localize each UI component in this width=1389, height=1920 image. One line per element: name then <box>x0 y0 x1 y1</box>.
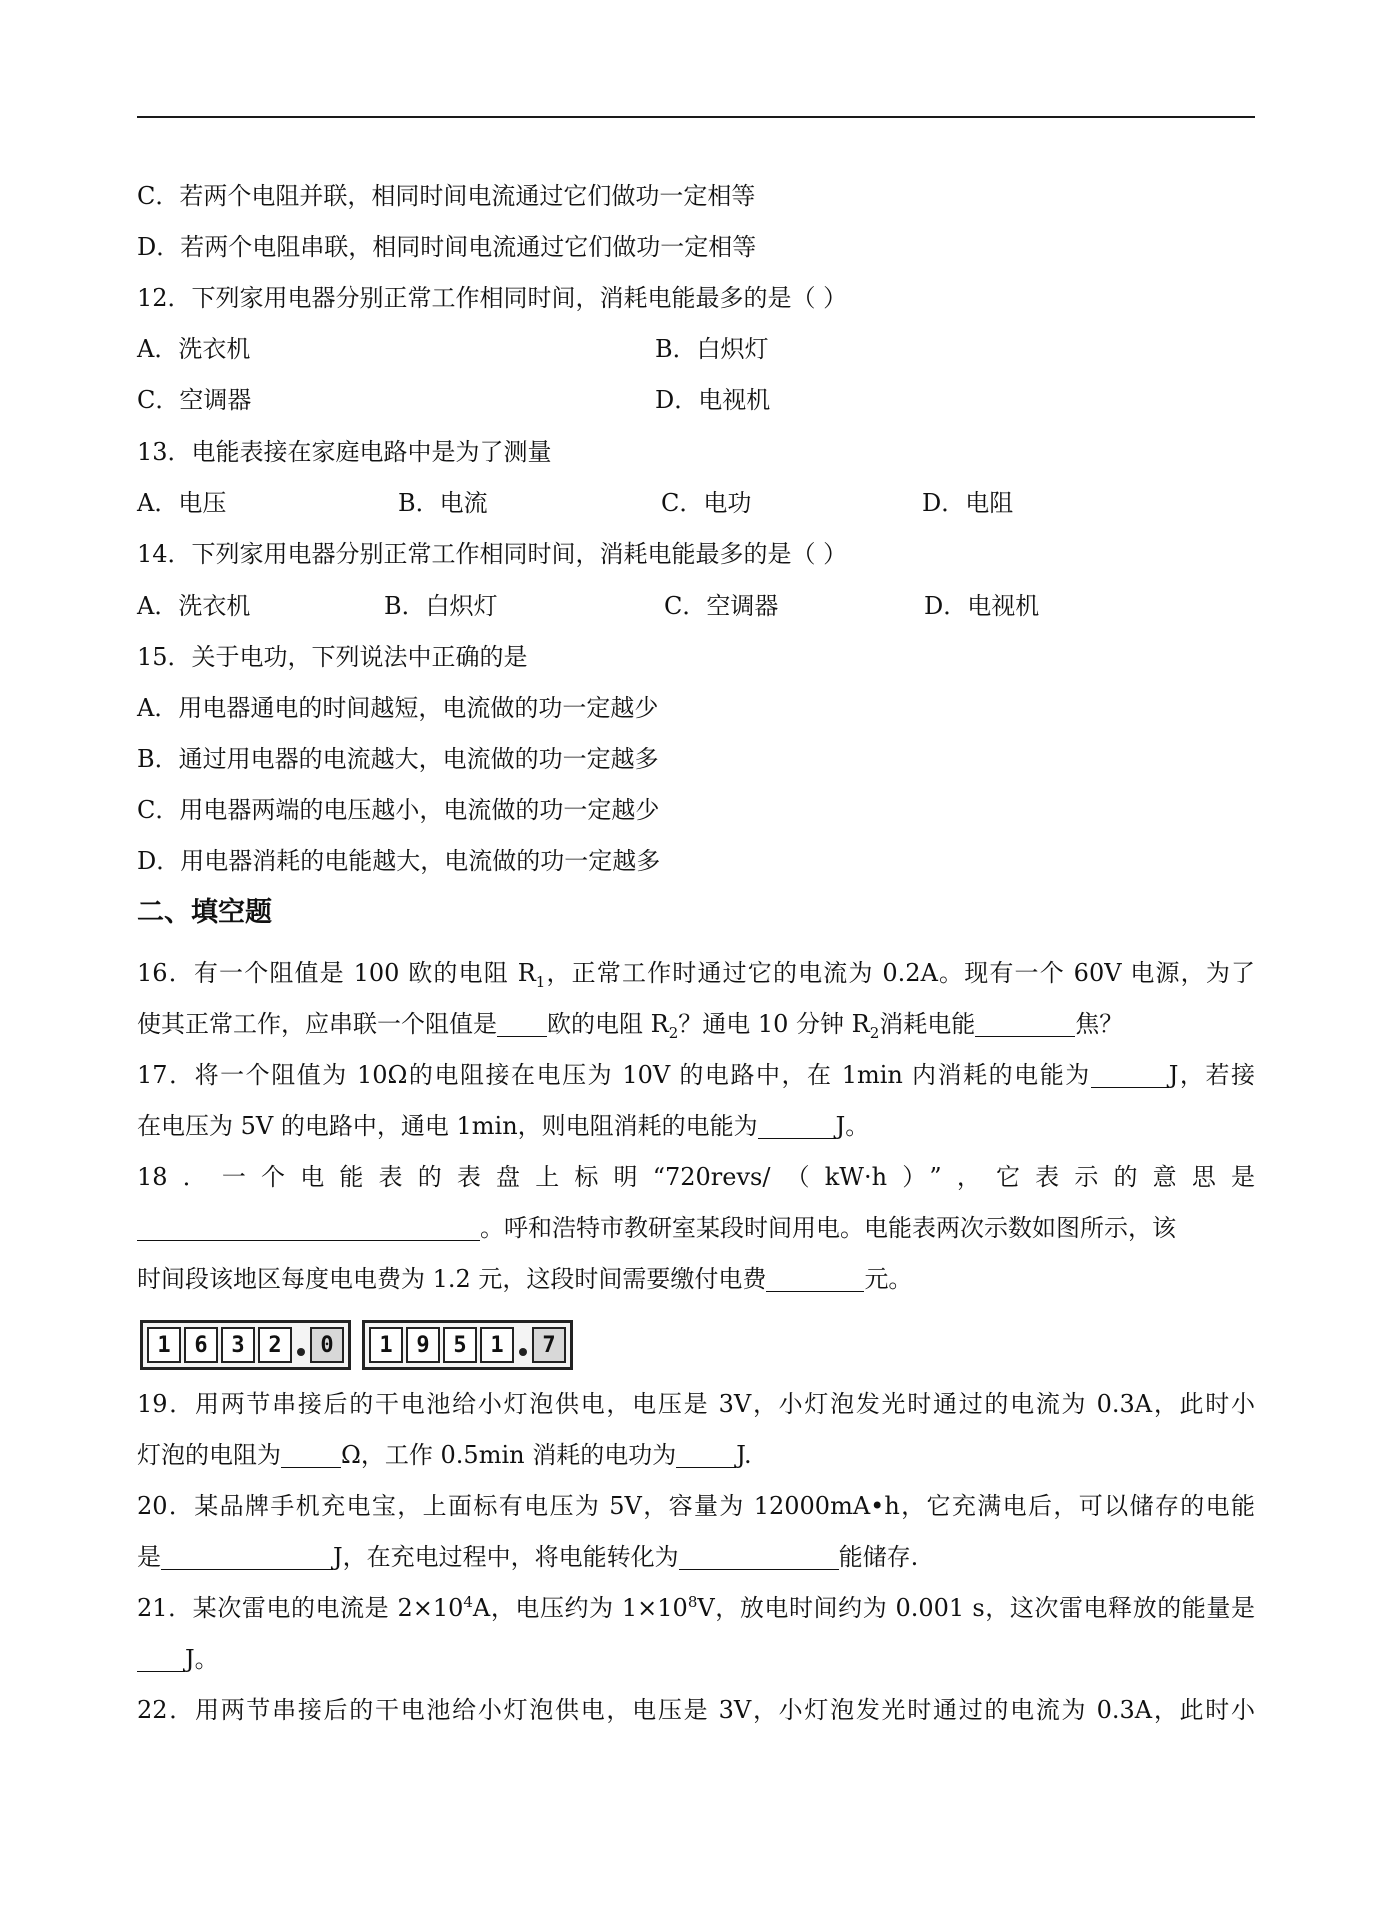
q18-line3 <box>137 1263 912 1295</box>
q14-stem: 14．下列家用电器分别正常工作相同时间，消耗电能最多的是（ ） <box>137 540 848 568</box>
q13-stem: 13．电能表接在家庭电路中是为了测量 <box>137 438 552 466</box>
q21-line1 <box>137 1592 1255 1624</box>
q17-line2 <box>137 1110 869 1142</box>
q17-text: 在电压为 5V 的电路中，通电 1min，则电阻消耗的电能为 <box>137 1112 758 1140</box>
header-rule <box>137 116 1255 118</box>
meter-reading-2 <box>362 1320 573 1370</box>
q20-text: J，在充电过程中，将电能转化为 <box>333 1543 679 1571</box>
q18-text: 。呼和浩特市教研室某段时间用电。电能表两次示数如图所示，该 <box>480 1214 1176 1242</box>
q21-text: J。 <box>185 1645 219 1673</box>
q12-option-d: D．电视机 <box>655 386 771 414</box>
q15-option-a: A．用电器通电的时间越短，电流做的功一定越少 <box>137 694 659 722</box>
q16-line2 <box>137 1008 1123 1040</box>
meter-decimal-digit: 7 <box>532 1327 566 1363</box>
q20-line1: 20．某品牌手机充电宝，上面标有电压为 5V，容量为 12000mA•h，它充满电后，可以储存的电能 <box>137 1492 1255 1520</box>
q13-option-b: B．电流 <box>398 489 488 517</box>
q17-text: 17．将一个阻值为 10Ω的电阻接在电压为 10V 的电路中，在 1min 内消耗的电能为 <box>137 1061 1091 1089</box>
q16-text: 焦？ <box>1075 1010 1124 1038</box>
section-heading-fill-in: 二、填空题 <box>137 897 272 928</box>
answer-blank[interactable] <box>975 1012 1075 1037</box>
q21-text: 21．某次雷电的电流是 2×10 <box>137 1594 464 1622</box>
meter-digit: 1 <box>147 1327 181 1363</box>
q16-text: ？通电 10 分钟 R <box>678 1010 870 1038</box>
q16-text: 16．有一个阻值是 100 欧的电阻 R <box>137 959 536 987</box>
answer-blank[interactable] <box>281 1443 341 1468</box>
answer-blank[interactable] <box>1091 1063 1169 1088</box>
decimal-point <box>297 1348 305 1356</box>
answer-blank[interactable] <box>758 1114 836 1139</box>
q21-text: A，电压约为 1×10 <box>472 1594 688 1622</box>
q18-text: 时间段该地区每度电电费为 1.2 元，这段时间需要缴付电费 <box>137 1265 767 1293</box>
q13-option-c: C．电功 <box>661 489 752 517</box>
meter-digit: 9 <box>406 1327 440 1363</box>
q12-option-a: A．洗衣机 <box>137 335 251 363</box>
q18-text: 元。 <box>864 1265 913 1293</box>
q14-option-d: D．电视机 <box>924 592 1040 620</box>
q12-stem: 12．下列家用电器分别正常工作相同时间，消耗电能最多的是（ ） <box>137 284 848 312</box>
q16-subscript: 2 <box>869 1023 880 1042</box>
answer-blank[interactable] <box>679 1545 839 1570</box>
meter-decimal-digit: 0 <box>310 1327 344 1363</box>
meter-digit: 1 <box>369 1327 403 1363</box>
answer-blank[interactable] <box>497 1012 547 1037</box>
answer-blank[interactable] <box>137 1647 185 1672</box>
q15-stem: 15．关于电功，下列说法中正确的是 <box>137 643 528 671</box>
meter-reading-1 <box>140 1320 351 1370</box>
q16-text: ，正常工作时通过它的电流为 0.2A。现有一个 60V 电源，为了 <box>545 959 1255 987</box>
q14-option-a: A．洗衣机 <box>137 592 251 620</box>
answer-blank[interactable] <box>676 1443 736 1468</box>
q16-text: 欧的电阻 R <box>547 1010 669 1038</box>
answer-blank[interactable] <box>161 1545 333 1570</box>
meter-digit: 6 <box>184 1327 218 1363</box>
q21-superscript: 8 <box>687 1593 698 1611</box>
q20-text: 能储存. <box>838 1543 919 1571</box>
q15-option-c: C．用电器两端的电压越小，电流做的功一定越少 <box>137 796 660 824</box>
meter-digit: 1 <box>480 1327 514 1363</box>
answer-blank[interactable] <box>766 1267 864 1292</box>
q20-line2 <box>137 1541 918 1573</box>
q17-text: J，若接 <box>1168 1061 1255 1089</box>
q19-text: J. <box>736 1441 752 1469</box>
q15-option-b: B．通过用电器的电流越大，电流做的功一定越多 <box>137 745 659 773</box>
q11-option-d: D．若两个电阻串联，相同时间电流通过它们做功一定相等 <box>137 233 757 261</box>
q12-option-b: B．白炽灯 <box>655 335 769 363</box>
q17-line1 <box>137 1059 1255 1091</box>
q12-option-c: C．空调器 <box>137 386 252 414</box>
q21-line2 <box>137 1643 219 1675</box>
decimal-point <box>519 1348 527 1356</box>
q18-line2 <box>137 1212 1176 1244</box>
q17-text: J。 <box>835 1112 870 1140</box>
q14-option-b: B．白炽灯 <box>384 592 498 620</box>
q16-line1 <box>137 957 1255 989</box>
q22-line1: 22．用两节串接后的干电池给小灯泡供电，电压是 3V，小灯泡发光时通过的电流为 0.3A，此时小 <box>137 1696 1255 1724</box>
q21-text: V，放电时间约为 0.001 s，这次雷电释放的能量是 <box>697 1594 1255 1622</box>
q19-text: Ω，工作 0.5min 消耗的电功为 <box>341 1441 677 1469</box>
q15-option-d: D．用电器消耗的电能越大，电流做的功一定越多 <box>137 847 661 875</box>
q19-line1: 19．用两节串接后的干电池给小灯泡供电，电压是 3V，小灯泡发光时通过的电流为 0.3A，此时小 <box>137 1390 1255 1418</box>
meter-digit: 2 <box>258 1327 292 1363</box>
meter-digit: 5 <box>443 1327 477 1363</box>
q21-superscript: 4 <box>463 1593 473 1611</box>
q16-text: 消耗电能 <box>879 1010 976 1038</box>
meter-digit: 3 <box>221 1327 255 1363</box>
q14-option-c: C．空调器 <box>664 592 779 620</box>
q18-line1: 18．一个电能表的表盘上标明“720revs/（kW·h）”，它表示的意思是 <box>137 1163 1255 1191</box>
q13-option-d: D．电阻 <box>922 489 1014 517</box>
q13-option-a: A．电压 <box>137 489 227 517</box>
q19-text: 灯泡的电阻为 <box>137 1441 281 1469</box>
q19-line2 <box>137 1439 752 1471</box>
q16-subscript: 1 <box>535 972 546 991</box>
q16-text: 使其正常工作，应串联一个阻值是 <box>137 1010 497 1038</box>
answer-blank[interactable] <box>137 1216 480 1241</box>
q20-text: 是 <box>137 1543 161 1571</box>
q16-subscript: 2 <box>668 1023 679 1042</box>
q11-option-c: C．若两个电阻并联，相同时间电流通过它们做功一定相等 <box>137 182 756 210</box>
